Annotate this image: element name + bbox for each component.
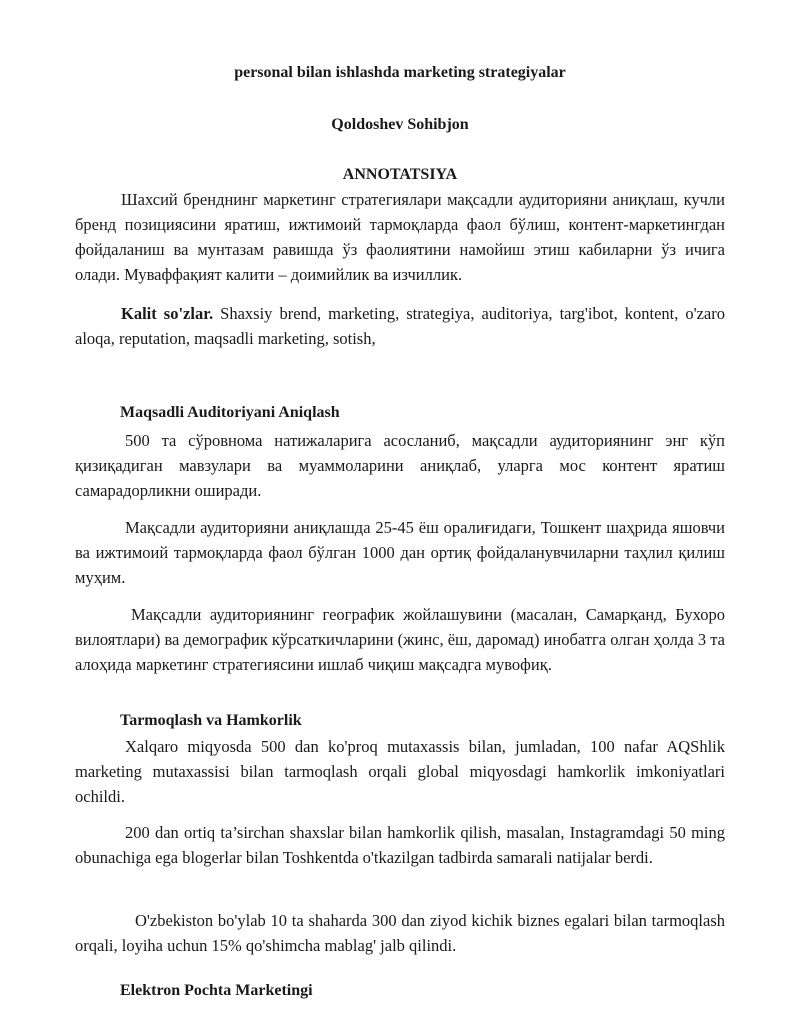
keywords-text: Shaxsiy brend, marketing, strategiya, auditoriya, targ'ibot, kontent, o'zaro aloqa, reputation, maqsadli marketing, sotish, — [75, 304, 725, 348]
body-paragraph: 200 dan ortiq ta’sirchan shaxslar bilan hamkorlik qilish, masalan, Instagramdagi 50 ming obunachiga ega blogerlar bilan Toshkentda o'tkazilgan tadbirda samarali natijalar berdi. — [75, 823, 725, 867]
body-paragraph: O'zbekiston bo'ylab 10 ta shaharda 300 dan ziyod kichik biznes egalari bilan tarmoqlash orqali, loyiha uchun 15% qo'shimcha mablag' jalb qilindi. — [75, 911, 725, 955]
section-heading: Maqsadli Auditoriyani Aniqlash — [120, 404, 340, 421]
body-paragraph: Мақсадли аудиториянинг географик жойлашувини (масалан, Самарқанд, Бухоро вилоятлари) ва демографик кўрсаткичларини (жинс, ёш, даромад) инобатга олган ҳолда 3 та алоҳида маркетинг стратегиясини ишлаб чиқиш мақсадга мувофиқ. — [75, 605, 725, 674]
document-author: Qoldoshev Sohibjon — [331, 116, 469, 133]
body-paragraph: Xalqaro miqyosda 500 dan ko'proq mutaxassis bilan, jumladan, 100 nafar AQShlik marketing mutaxassisi bilan tarmoqlash orqali global miqyosdagi hamkorlik imkoniyatlari ochildi. — [75, 737, 725, 806]
body-paragraph: 500 та сўровнома натижаларига асосланиб, мақсадли аудиториянинг энг кўп қизиқадиган мавзулари ва муаммоларини аниқлаб, уларга мос контент яратиш самарадорликни оширади. — [75, 431, 725, 500]
annotation-heading: ANNOTATSIYA — [342, 166, 458, 183]
annotation-paragraph: Шахсий бренднинг маркетинг стратегиялари мақсадли аудиторияни аниқлаш, кучли бренд позициясини яратиш, ижтимоий тармоқларда фаол бўлиш, контент-маркетингдан фойдаланиш ва мунтазам равишда ўз фаолиятини намойиш этиш кабиларни ўз ичига олади. Муваффақият калити – доимийлик ва изчиллик. — [75, 190, 725, 284]
keywords-paragraph — [75, 301, 725, 351]
body-paragraph: Мақсадли аудиторияни аниқлашда 25-45 ёш оралиғидаги, Тошкент шаҳрида яшовчи ва ижтимоий тармоқларда фаол бўлган 1000 дан ортиқ фойдаланувчиларни таҳлил қилиш муҳим. — [75, 518, 725, 587]
section-heading: Elektron Pochta Marketingi — [120, 982, 313, 999]
keywords-label: Kalit so'zlar. — [121, 304, 214, 323]
document-title: personal bilan ishlashda marketing strategiyalar — [234, 64, 566, 81]
section-heading: Tarmoqlash va Hamkorlik — [120, 712, 302, 729]
